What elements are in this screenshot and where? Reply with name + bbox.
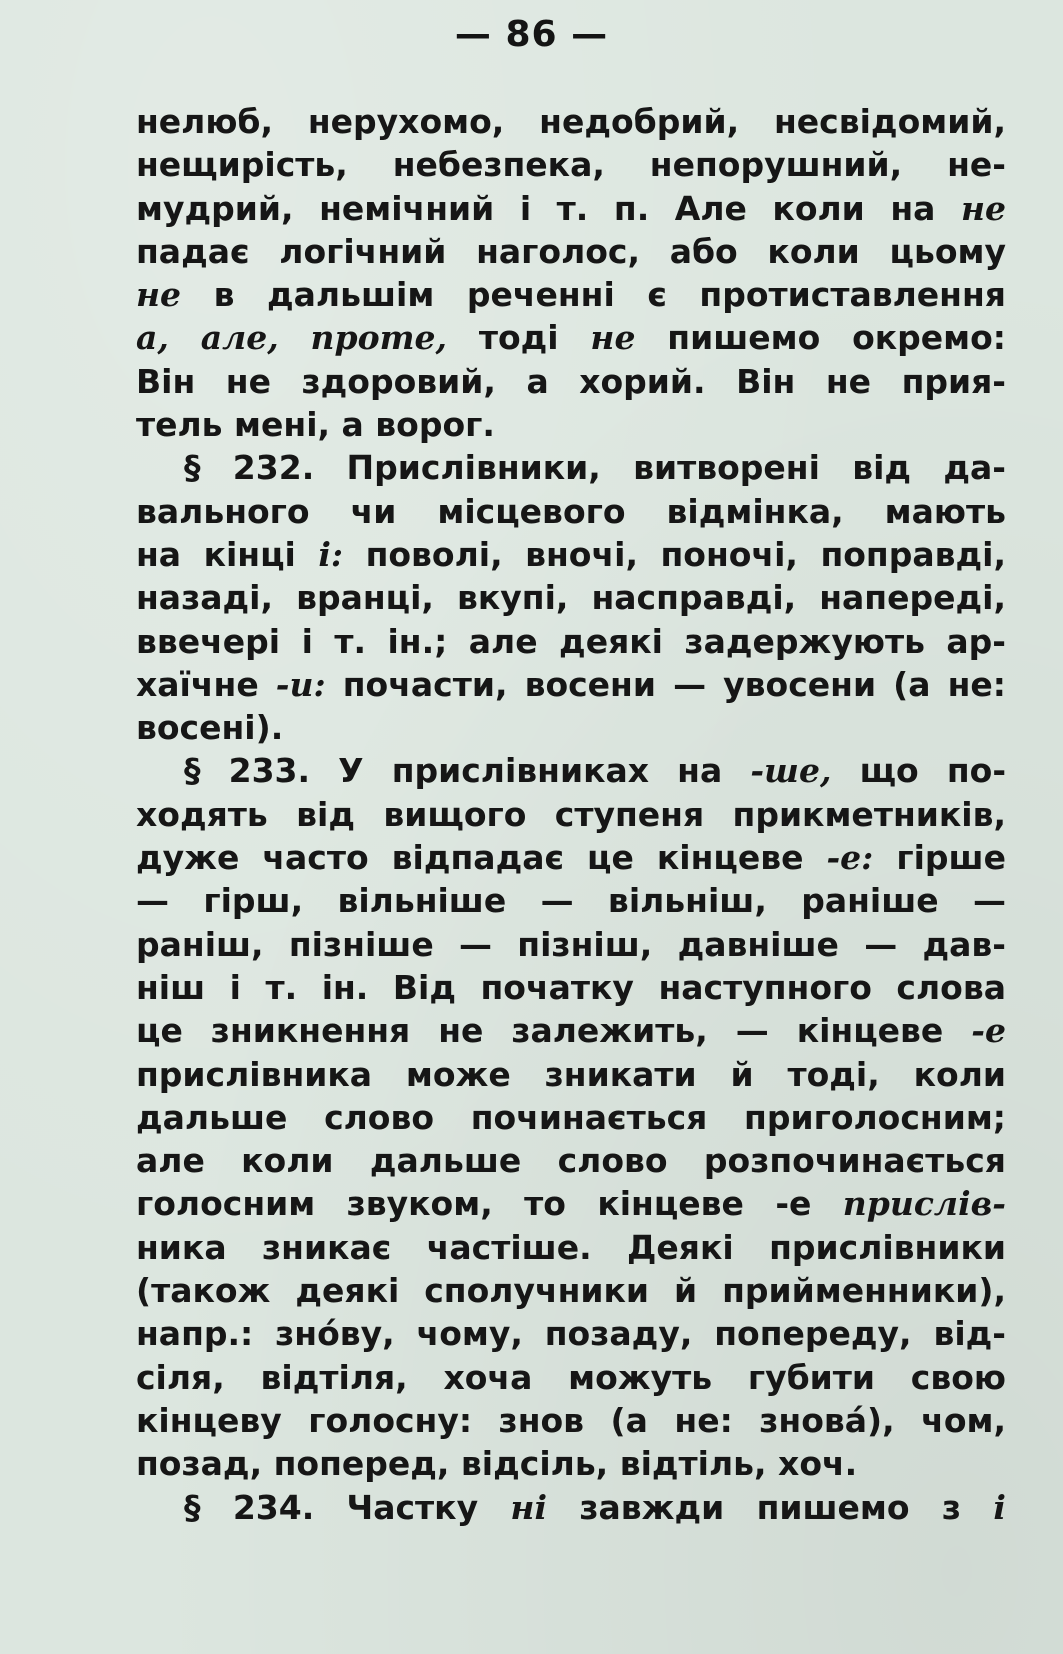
text-line: ввечері і т. ін.; але деякі задержують ар- xyxy=(136,621,1006,661)
text-line: (також деякі сполучники й прийменники), xyxy=(136,1271,1006,1311)
text-line: назаді, вранці, вкупі, насправді, напереді, xyxy=(136,578,1006,618)
text-line: — гірш, вільніше — вільніш, раніше — xyxy=(136,881,1006,921)
emphasis-word: не xyxy=(590,318,636,358)
text-line: восені). xyxy=(136,708,284,748)
text-line: це зникнення не залежить, — кінцеве -е xyxy=(136,1011,1006,1051)
emphasis-word: і xyxy=(993,1487,1006,1527)
emphasis-word: проте, xyxy=(310,318,448,358)
emphasis-word: але, xyxy=(200,318,279,358)
text-line: § 233. У прислівниках на -ше, що по- xyxy=(184,751,1007,791)
text-line: раніш, пізніше — пізніш, давніше — дав- xyxy=(136,924,1006,964)
emphasis-word: не xyxy=(136,275,182,315)
emphasis-word: а, xyxy=(136,318,169,358)
text-line: ходять від вищого ступеня прикметників, xyxy=(136,794,1006,834)
text-line: але коли дальше слово розпочинається xyxy=(136,1141,1006,1181)
text-line: прислівника може зникати й тоді, коли xyxy=(136,1054,1006,1094)
text-line: голосним звуком, то кінцеве -е прислів- xyxy=(136,1184,1006,1224)
body-text xyxy=(136,100,1006,1529)
text-line: § 234. Частку ні завжди пишемо з і xyxy=(184,1487,1006,1527)
text-line: падає логічний наголос, або коли цьому xyxy=(136,231,1006,271)
emphasis-word: -ше, xyxy=(750,751,832,791)
text-line: напр.: знóву, чому, позаду, попереду, від- xyxy=(136,1314,1006,1354)
text-line: Він не здоровий, а хорий. Він не прия- xyxy=(136,361,1006,401)
text-line: позад, поперед, відсіль, відтіль, хоч. xyxy=(136,1444,858,1484)
emphasis-word: -е xyxy=(971,1011,1006,1051)
text-line: § 232. Прислівники, витворені від да- xyxy=(184,448,1006,488)
emphasis-word: не xyxy=(960,188,1007,228)
text-line: на кінці і: поволі, вночі, поночі, поправді, xyxy=(136,534,1006,574)
emphasis-word: -е: xyxy=(826,838,874,878)
text-line: сіля, відтіля, хоча можуть губити свою xyxy=(136,1357,1006,1397)
text-line: нещирість, небезпека, непорушний, не- xyxy=(136,145,1006,185)
text-line: дуже часто відпадає це кінцеве -е: гірше xyxy=(136,838,1006,878)
text-line: дальше слово починається приголосним; xyxy=(136,1097,1006,1137)
emphasis-word: ні xyxy=(510,1487,547,1527)
emphasis-word: -и: xyxy=(275,664,326,704)
text-line: хаїчне -и: почасти, восени — увосени (а не: xyxy=(136,664,1006,704)
text-line: не в дальшім реченні є протиставлення xyxy=(136,275,1006,315)
text-line: вального чи місцевого відмінка, мають xyxy=(136,491,1006,531)
text-line: мудрий, немічний і т. п. Але коли на не xyxy=(136,188,1007,228)
emphasis-word: і: xyxy=(318,534,344,574)
text-line: тель мені, а ворог. xyxy=(136,405,495,445)
page-number: — 86 — xyxy=(454,14,609,55)
text-line: кінцеву голосну: знов (а не: знова́), чом, xyxy=(136,1400,1006,1440)
text-line: а, але, проте, тоді не пишемо окремо: xyxy=(136,318,1007,358)
text-line: ника зникає частіше. Деякі прислівники xyxy=(136,1227,1006,1267)
text-line: ніш і т. ін. Від початку наступного слова xyxy=(136,967,1006,1007)
text-line: нелюб, нерухомо, недобрий, несвідомий, xyxy=(136,102,1006,141)
emphasis-word: прислів- xyxy=(842,1184,1006,1224)
